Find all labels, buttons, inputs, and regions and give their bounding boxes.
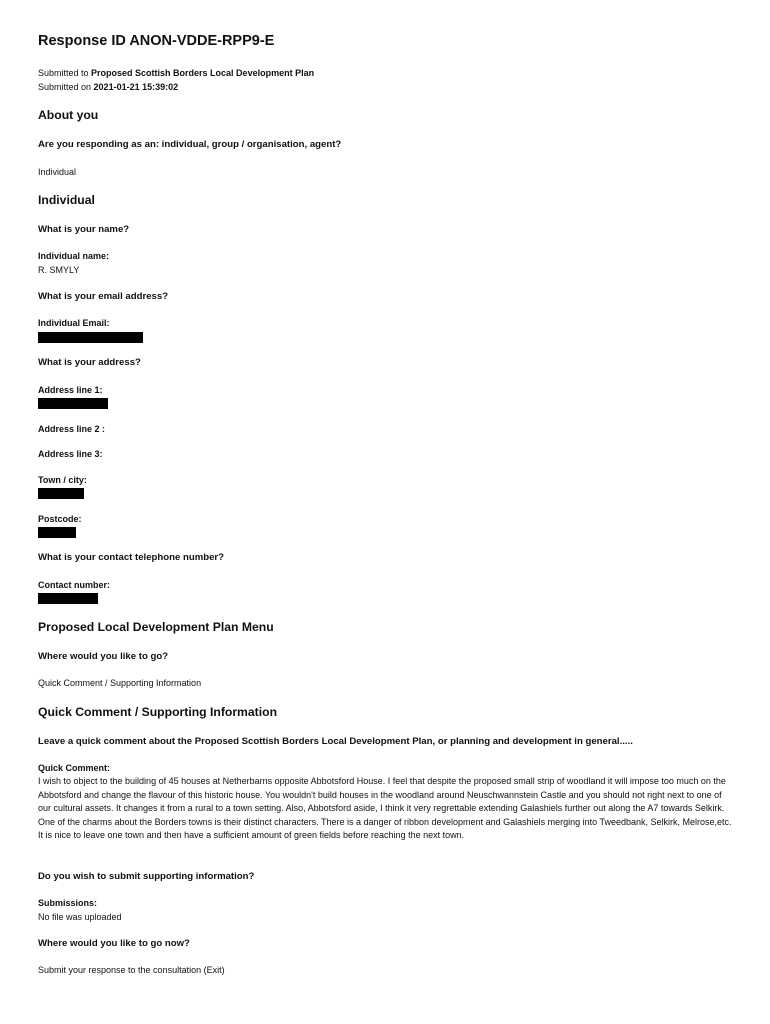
section-heading-individual: Individual (38, 193, 95, 207)
redacted-address-line-1 (38, 398, 108, 409)
quick-comment-text: I wish to object to the building of 45 houses at Netherbarns opposite Abbotsford House. I feel that despite the proposed small strip of woodland it will impose too much on the Abbotsford and change the flavour of this historic house. You wouldn't build houses in the woodland around Neuschwannstein Castle and you should not right next to one of our cultural assets. It changes it from a rural to a town setting. Also, Abbotsford aside, I think it very regrettable extending Galashiels further out along the A7 towards Selkirk. One of the charms about the Borders towns is their distinct characters. There is a danger of ribbon development and Galashiels merging into Tweedbank, Selkirk, Melrose,etc. It is nice to leave one town and then have a sufficient amount of green fields before reaching the next town. (38, 776, 732, 841)
label-contact-number: Contact number: (38, 580, 110, 590)
submitted-to-prefix: Submitted to (38, 68, 92, 78)
label-postcode: Postcode: (38, 514, 82, 524)
question-where-now: Where would you like to go now? (38, 938, 190, 949)
section-heading-about: About you (38, 108, 99, 122)
value-individual-name: R. SMYLY (38, 265, 80, 275)
question-where-to-go: Where would you like to go? (38, 651, 169, 662)
label-quick-comment: Quick Comment: (38, 763, 111, 773)
submitted-on-value: 2021-01-21 15:39:02 (93, 82, 179, 92)
question-address: What is your address? (38, 357, 141, 368)
submitted-to-line (38, 68, 314, 78)
label-address-line-3: Address line 3: (38, 449, 103, 459)
answer-where-now: Submit your response to the consultation (Exit) (38, 965, 225, 975)
section-heading-quick-comment: Quick Comment / Supporting Information (38, 705, 278, 719)
label-address-line-1: Address line 1: (38, 385, 103, 395)
question-respondent-type: Are you responding as an: individual, group / organisation, agent? (38, 139, 342, 150)
label-email: Individual Email: (38, 318, 110, 328)
submitted-on-line (38, 82, 178, 92)
redacted-contact-number (38, 593, 98, 604)
submitted-on-prefix: Submitted on (38, 82, 94, 92)
question-phone: What is your contact telephone number? (38, 552, 225, 563)
value-submissions: No file was uploaded (38, 912, 122, 922)
question-email: What is your email address? (38, 291, 169, 302)
submitted-to-value: Proposed Scottish Borders Local Development Plan (91, 68, 315, 78)
label-town-city: Town / city: (38, 475, 87, 485)
question-name: What is your name? (38, 224, 130, 235)
question-quick-comment: Leave a quick comment about the Proposed Scottish Borders Local Development Plan, or planning and development in general..... (38, 736, 633, 747)
label-individual-name: Individual name: (38, 251, 110, 261)
section-heading-menu: Proposed Local Development Plan Menu (38, 620, 274, 634)
redacted-postcode (38, 527, 76, 538)
redacted-email (38, 332, 143, 343)
question-supporting-info: Do you wish to submit supporting information? (38, 871, 255, 882)
answer-respondent-type: Individual (38, 167, 77, 177)
label-address-line-2: Address line 2 : (38, 424, 106, 434)
redacted-town-city (38, 488, 84, 499)
label-submissions: Submissions: (38, 898, 98, 908)
page-title: Response ID ANON-VDDE-RPP9-E (38, 33, 275, 49)
answer-where-to-go: Quick Comment / Supporting Information (38, 678, 202, 688)
